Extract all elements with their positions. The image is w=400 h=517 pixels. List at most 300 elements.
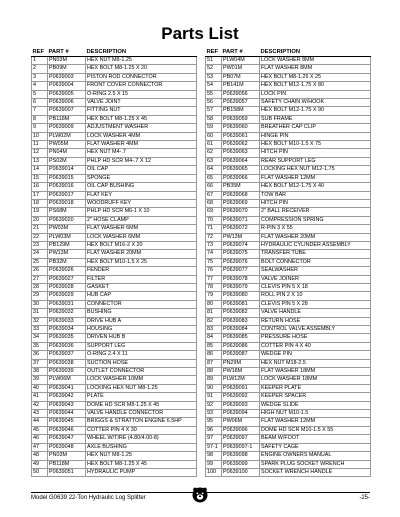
- ref-cell: 77: [206, 275, 222, 283]
- description-cell: HEX BOLT M10-1.5 X 25: [86, 258, 197, 266]
- description-column-header: DESCRIPTION: [86, 49, 197, 57]
- part-number-cell: P0639006: [48, 99, 86, 107]
- ref-cell: 100: [206, 468, 222, 476]
- ref-cell: 65: [206, 174, 222, 182]
- ref-cell: 99: [206, 460, 222, 468]
- part-number-cell: P0639084: [222, 326, 260, 334]
- part-number-cell: P0639048: [48, 443, 86, 451]
- description-cell: CONNECTOR: [86, 300, 197, 308]
- part-number-cell: P0639060: [222, 124, 260, 132]
- description-cell: WEDGE SLIDE: [260, 401, 371, 409]
- ref-cell: 68: [206, 199, 222, 207]
- table-row: [206, 225, 371, 233]
- ref-cell: 83: [206, 326, 222, 334]
- part-number-cell: P0639003: [48, 73, 86, 81]
- part-number-cell: PB118M: [48, 460, 86, 468]
- table-row: [32, 90, 197, 98]
- ref-cell: 24: [32, 250, 48, 258]
- description-cell: BOLT CONNECTOR: [260, 258, 371, 266]
- ref-cell: 7: [32, 107, 48, 115]
- ref-cell: 32: [32, 317, 48, 325]
- description-cell: HEX BOLT M12-1.75 X 40: [260, 183, 371, 191]
- table-row: [206, 426, 371, 434]
- table-row: [32, 393, 197, 401]
- ref-cell: 34: [32, 334, 48, 342]
- ref-cell: 74: [206, 250, 222, 258]
- part-number-cell: P0639080: [222, 292, 260, 300]
- part-number-cell: P0639062: [222, 141, 260, 149]
- table-row: [32, 107, 197, 115]
- description-cell: HEX BOLT M16-2 X 20: [86, 241, 197, 249]
- description-cell: HEX NUT M18-2.5: [260, 359, 371, 367]
- ref-cell: 79: [206, 292, 222, 300]
- part-number-cell: P0639100: [222, 468, 260, 476]
- table-row: [206, 443, 371, 451]
- table-row: [32, 216, 197, 224]
- part-number-cell: P0639038: [48, 359, 86, 367]
- part-number-cell: PLW02M: [48, 132, 86, 140]
- table-row: [32, 410, 197, 418]
- description-cell: BRIGGS & STRATTON ENGINE 6.5HP: [86, 418, 197, 426]
- part-number-cell: P0639031: [48, 300, 86, 308]
- part-number-cell: P0639051: [48, 468, 86, 476]
- description-cell: FLAT WASHER 8MM: [260, 65, 371, 73]
- table-row: [32, 460, 197, 468]
- part-number-cell: P0639075: [222, 250, 260, 258]
- table-row: [206, 216, 371, 224]
- ref-cell: 69: [206, 208, 222, 216]
- ref-cell: 17: [32, 191, 48, 199]
- part-number-cell: P0639034: [48, 326, 86, 334]
- description-cell: 2" HOSE CLAMP: [86, 216, 197, 224]
- part-number-cell: P0639039: [48, 368, 86, 376]
- table-row: [32, 435, 197, 443]
- ref-cell: 45: [32, 426, 48, 434]
- ref-cell: 11: [32, 141, 48, 149]
- part-number-cell: P0639083: [222, 317, 260, 325]
- ref-cell: 58: [206, 115, 222, 123]
- table-row: [206, 124, 371, 132]
- ref-cell: 13: [32, 157, 48, 165]
- part-number-cell: P0639046: [48, 426, 86, 434]
- part-number-cell: PW13M: [222, 233, 260, 241]
- ref-cell: 47: [32, 443, 48, 451]
- ref-cell: 84: [206, 334, 222, 342]
- part-number-cell: PB07M: [222, 73, 260, 81]
- table-row: [32, 65, 197, 73]
- table-row: [206, 199, 371, 207]
- ref-cell: 8: [32, 115, 48, 123]
- table-row: [32, 384, 197, 392]
- description-cell: FLAT WASHER 18MM: [260, 368, 371, 376]
- table-row: [206, 149, 371, 157]
- table-row: [32, 452, 197, 460]
- table-row: [32, 73, 197, 81]
- description-cell: O-RING 2.4 X 11: [86, 351, 197, 359]
- table-row: [206, 351, 371, 359]
- ref-cell: 25: [32, 258, 48, 266]
- table-row: [206, 393, 371, 401]
- description-cell: O-RING 2.5 X 15: [86, 90, 197, 98]
- table-row: [206, 300, 371, 308]
- description-cell: TOW BAR: [260, 191, 371, 199]
- description-cell: SUB FRAME: [260, 115, 371, 123]
- ref-cell: 28: [32, 283, 48, 291]
- parts-table-right: [205, 49, 370, 477]
- table-row: [32, 199, 197, 207]
- ref-cell: 3: [32, 73, 48, 81]
- ref-cell: 31: [32, 309, 48, 317]
- description-cell: LOCK WASHER 4MM: [86, 132, 197, 140]
- table-row: [32, 82, 197, 90]
- part-number-cell: P0639079: [222, 283, 260, 291]
- part-number-cell: PB35M: [222, 183, 260, 191]
- description-cell: SOCKET WRENCH HANDLE: [260, 468, 371, 476]
- part-number-cell: P0639035: [48, 334, 86, 342]
- part-number-cell: P0639017: [48, 191, 86, 199]
- description-cell: DOME HD SCR M8-1.25 X 45: [86, 401, 197, 409]
- description-cell: SPARK PLUG SOCKET WRENCH: [260, 460, 371, 468]
- part-number-cell: P0639070: [222, 208, 260, 216]
- description-cell: OUTLET CONNECTOR: [86, 368, 197, 376]
- description-cell: FLAT KEY: [86, 191, 197, 199]
- table-row: [206, 141, 371, 149]
- ref-cell: 51: [206, 57, 222, 65]
- table-row: [206, 132, 371, 140]
- part-number-cell: PB32M: [48, 258, 86, 266]
- table-row: [32, 183, 197, 191]
- part-number-cell: P0639097: [222, 435, 260, 443]
- description-cell: HITCH PIN: [260, 149, 371, 157]
- part-number-cell: P0639092: [222, 393, 260, 401]
- part-number-cell: P0639016: [48, 183, 86, 191]
- ref-cell: 20: [32, 216, 48, 224]
- description-cell: LOCK WASHER 18MM: [260, 376, 371, 384]
- description-cell: CLEVIS PIN 5 X 28: [260, 300, 371, 308]
- ref-cell: 61: [206, 141, 222, 149]
- table-row: [32, 174, 197, 182]
- description-cell: COTTER PIN 4 X 30: [86, 426, 197, 434]
- table-row: [206, 342, 371, 350]
- part-number-cell: P0639042: [48, 393, 86, 401]
- table-row: [32, 376, 197, 384]
- table-row: [32, 141, 197, 149]
- part-number-cell: PS68M: [48, 208, 86, 216]
- description-cell: WHEEL W/TIRE (4.80/4.00-8): [86, 435, 197, 443]
- ref-cell: 59: [206, 124, 222, 132]
- description-cell: DOME HD SCR M10-1.5 X 55: [260, 426, 371, 434]
- table-row: [206, 157, 371, 165]
- description-cell: FILTER: [86, 275, 197, 283]
- table-row: [32, 317, 197, 325]
- description-cell: DRIVE HUB A: [86, 317, 197, 325]
- ref-cell: 41: [32, 393, 48, 401]
- table-row: [32, 241, 197, 249]
- part-number-cell: PLW04M: [222, 57, 260, 65]
- part-number-cell: P0639071: [222, 216, 260, 224]
- table-row: [32, 233, 197, 241]
- parts-table-left: [31, 49, 196, 477]
- ref-cell: 75: [206, 258, 222, 266]
- table-row: [32, 157, 197, 165]
- ref-cell: 37: [32, 359, 48, 367]
- table-row: [206, 65, 371, 73]
- part-number-cell: P0639074: [222, 241, 260, 249]
- ref-cell: 93: [206, 410, 222, 418]
- ref-cell: 60: [206, 132, 222, 140]
- ref-cell: 50: [32, 468, 48, 476]
- ref-cell: 4: [32, 82, 48, 90]
- ref-cell: 98: [206, 452, 222, 460]
- table-row: [206, 241, 371, 249]
- ref-cell: 9: [32, 124, 48, 132]
- table-row: [32, 250, 197, 258]
- part-number-cell: P0639086: [222, 342, 260, 350]
- description-cell: LOCK WASHER 6MM: [86, 233, 197, 241]
- ref-cell: 63: [206, 157, 222, 165]
- ref-cell: 76: [206, 267, 222, 275]
- description-cell: PHLP HD SCR M6-1 X 10: [86, 208, 197, 216]
- ref-cell: 64: [206, 166, 222, 174]
- description-cell: HEX BOLT M12-1.75 X 90: [260, 107, 371, 115]
- part-number-cell: P0639004: [48, 82, 86, 90]
- table-row: [32, 267, 197, 275]
- part-number-cell: PN03M: [48, 452, 86, 460]
- description-cell: R-PIN 3 X 55: [260, 225, 371, 233]
- description-cell: HYDRAULIC CYLINDER ASSEMBLY: [260, 241, 371, 249]
- table-row: [32, 300, 197, 308]
- description-cell: FLAT WASHER 6MM: [86, 225, 197, 233]
- part-number-cell: P0639005: [48, 90, 86, 98]
- description-cell: SEALWASHER: [260, 267, 371, 275]
- description-cell: HEX BOLT M8-1.25 X 20: [86, 65, 197, 73]
- part-number-cell: P0639014: [48, 166, 86, 174]
- ref-cell: 43: [32, 410, 48, 418]
- description-cell: CLEVIS PIN 5 X 18: [260, 283, 371, 291]
- part-number-cell: PB141M: [222, 82, 260, 90]
- part-number-cell: P0639009: [48, 124, 86, 132]
- part-number-cell: P0639041: [48, 384, 86, 392]
- description-cell: WEDGE PIN: [260, 351, 371, 359]
- ref-cell: 19: [32, 208, 48, 216]
- ref-cell: 95: [206, 418, 222, 426]
- part-number-cell: PB158M: [222, 107, 260, 115]
- part-number-cell: P0639036: [48, 342, 86, 350]
- part-number-cell: P0639047: [48, 435, 86, 443]
- table-row: [206, 283, 371, 291]
- table-row: [206, 183, 371, 191]
- ref-cell: 56: [206, 99, 222, 107]
- ref-column-header: REF: [206, 49, 222, 57]
- description-cell: PLATE: [86, 393, 197, 401]
- description-cell: LOCK WASHER 10MM: [86, 376, 197, 384]
- part-number-cell: P0639063: [222, 149, 260, 157]
- table-row: [32, 351, 197, 359]
- description-cell: FLAT WASHER 12MM: [260, 174, 371, 182]
- description-cell: HEX BOLT M8-1.25 X 45: [86, 115, 197, 123]
- part-number-cell: P0639020: [48, 216, 86, 224]
- description-cell: SUCTION HOSE: [86, 359, 197, 367]
- table-row: [206, 326, 371, 334]
- part-number-cell: P0639091: [222, 384, 260, 392]
- part-number-cell: PN04M: [48, 149, 86, 157]
- ref-cell: 22: [32, 233, 48, 241]
- ref-cell: 62: [206, 149, 222, 157]
- table-row: [206, 309, 371, 317]
- ref-cell: 96: [206, 426, 222, 434]
- description-cell: HUB CAP: [86, 292, 197, 300]
- ref-cell: 81: [206, 309, 222, 317]
- ref-cell: 30: [32, 300, 48, 308]
- ref-cell: 86: [206, 351, 222, 359]
- description-cell: HEX BOLT M12-1.75 X 80: [260, 82, 371, 90]
- part-number-cell: P0639096: [222, 426, 260, 434]
- description-cell: LOCK PIN: [260, 90, 371, 98]
- part-number-cell: P0639037: [48, 351, 86, 359]
- description-cell: WOODRUFF KEY: [86, 199, 197, 207]
- part-number-cell: P0639082: [222, 309, 260, 317]
- part-number-cell: P0639087: [222, 351, 260, 359]
- table-row: [206, 452, 371, 460]
- part-number-cell: P0639026: [48, 267, 86, 275]
- part-number-cell: PLW06M: [48, 376, 86, 384]
- table-row: [206, 376, 371, 384]
- description-cell: HITCH PIN: [260, 199, 371, 207]
- table-row: [206, 99, 371, 107]
- description-cell: SAFETY CAGE: [260, 443, 371, 451]
- description-cell: SUPPORT LEG: [86, 342, 197, 350]
- ref-cell: 89: [206, 376, 222, 384]
- ref-cell: 82: [206, 317, 222, 325]
- ref-cell: 87: [206, 359, 222, 367]
- table-row: [32, 292, 197, 300]
- table-row: [206, 258, 371, 266]
- table-row: [32, 99, 197, 107]
- table-row: [206, 334, 371, 342]
- ref-cell: 57: [206, 107, 222, 115]
- description-cell: HIGH NUT M10-1.5: [260, 410, 371, 418]
- table-row: [32, 166, 197, 174]
- ref-cell: 48: [32, 452, 48, 460]
- description-cell: OIL CAP: [86, 166, 197, 174]
- ref-cell: 6: [32, 99, 48, 107]
- ref-cell: 46: [32, 435, 48, 443]
- ref-cell: 5: [32, 90, 48, 98]
- table-row: [32, 57, 197, 65]
- table-row: [32, 275, 197, 283]
- description-cell: VALVE JOINT: [86, 99, 197, 107]
- part-number-cell: PW03M: [48, 225, 86, 233]
- table-row: [206, 435, 371, 443]
- table-row: [32, 115, 197, 123]
- table-row: [206, 174, 371, 182]
- part-number-cell: P0639085: [222, 334, 260, 342]
- part-number-cell: P0639059: [222, 115, 260, 123]
- part-number-cell: P0639093: [222, 401, 260, 409]
- part-number-cell: P0639064: [222, 157, 260, 165]
- table-row: [32, 334, 197, 342]
- description-cell: COTTER PIN 4 X 40: [260, 342, 371, 350]
- description-cell: DRIVEN HUB B: [86, 334, 197, 342]
- part-number-cell: PB118M: [48, 115, 86, 123]
- table-row: [206, 82, 371, 90]
- ref-cell: 80: [206, 300, 222, 308]
- table-row: [206, 233, 371, 241]
- table-row: [32, 309, 197, 317]
- ref-cell: 67: [206, 191, 222, 199]
- ref-cell: 54: [206, 82, 222, 90]
- part-number-cell: PLW03M: [48, 233, 86, 241]
- description-cell: LOCKING HEX NUT M8-1.25: [86, 384, 197, 392]
- grizzly-bear-logo-icon: [192, 486, 208, 504]
- table-row: [206, 384, 371, 392]
- description-cell: REAR SUPPORT LEG: [260, 157, 371, 165]
- description-cell: COMPRESSION SPRING: [260, 216, 371, 224]
- description-cell: HEX BOLT M8-1.25 X 25: [260, 73, 371, 81]
- description-cell: VALVE JOINER: [260, 275, 371, 283]
- part-number-cell: P0639094: [222, 410, 260, 418]
- ref-cell: 78: [206, 283, 222, 291]
- part-number-cell: PW05M: [48, 141, 86, 149]
- part-number-cell: P0639081: [222, 300, 260, 308]
- ref-cell: 14: [32, 166, 48, 174]
- table-header-row: [32, 49, 197, 57]
- part-number-cell: P0639028: [48, 283, 86, 291]
- ref-cell: 49: [32, 460, 48, 468]
- ref-cell: 71: [206, 225, 222, 233]
- ref-cell: 36: [32, 351, 48, 359]
- description-cell: KEEPER PLATE: [260, 384, 371, 392]
- ref-cell: 55: [206, 90, 222, 98]
- description-cell: ADJUSTMENT WASHER: [86, 124, 197, 132]
- table-row: [206, 57, 371, 65]
- description-cell: FLAT WASHER 4MM: [86, 141, 197, 149]
- ref-cell: 90: [206, 384, 222, 392]
- part-number-cell: P0639043: [48, 401, 86, 409]
- table-row: [206, 250, 371, 258]
- table-row: [32, 326, 197, 334]
- description-cell: RETURN HOSE: [260, 317, 371, 325]
- description-cell: ENGINE OWNERS MANUAL: [260, 452, 371, 460]
- table-row: [32, 225, 197, 233]
- ref-cell: 27: [32, 275, 48, 283]
- part-number-cell: PN03M: [48, 57, 86, 65]
- description-cell: SPONGE: [86, 174, 197, 182]
- table-row: [206, 410, 371, 418]
- part-number-cell: P0639099: [222, 460, 260, 468]
- description-cell: SAFETY CHAIN W/HOOK: [260, 99, 371, 107]
- description-cell: KEEPER SPACER: [260, 393, 371, 401]
- description-cell: PRESSURE HOSE: [260, 334, 371, 342]
- part-number-cell: P0639032: [48, 309, 86, 317]
- page-number: -25-: [359, 495, 370, 501]
- table-row: [206, 267, 371, 275]
- table-row: [32, 191, 197, 199]
- table-row: [32, 208, 197, 216]
- description-cell: ROLL PIN 2 X 10: [260, 292, 371, 300]
- part-number-cell: PW06M: [222, 418, 260, 426]
- table-row: [206, 317, 371, 325]
- part-number-cell: P0639061: [222, 132, 260, 140]
- description-cell: LOCKING HEX NUT M12-1.75: [260, 166, 371, 174]
- table-row: [32, 418, 197, 426]
- description-cell: FITTING NUT: [86, 107, 197, 115]
- part-number-cell: P0639056: [222, 90, 260, 98]
- ref-cell: 15: [32, 174, 48, 182]
- part-number-cell: P0639007: [48, 107, 86, 115]
- part-number-cell: PLW12M: [222, 376, 260, 384]
- part-number-cell: P0639065: [222, 166, 260, 174]
